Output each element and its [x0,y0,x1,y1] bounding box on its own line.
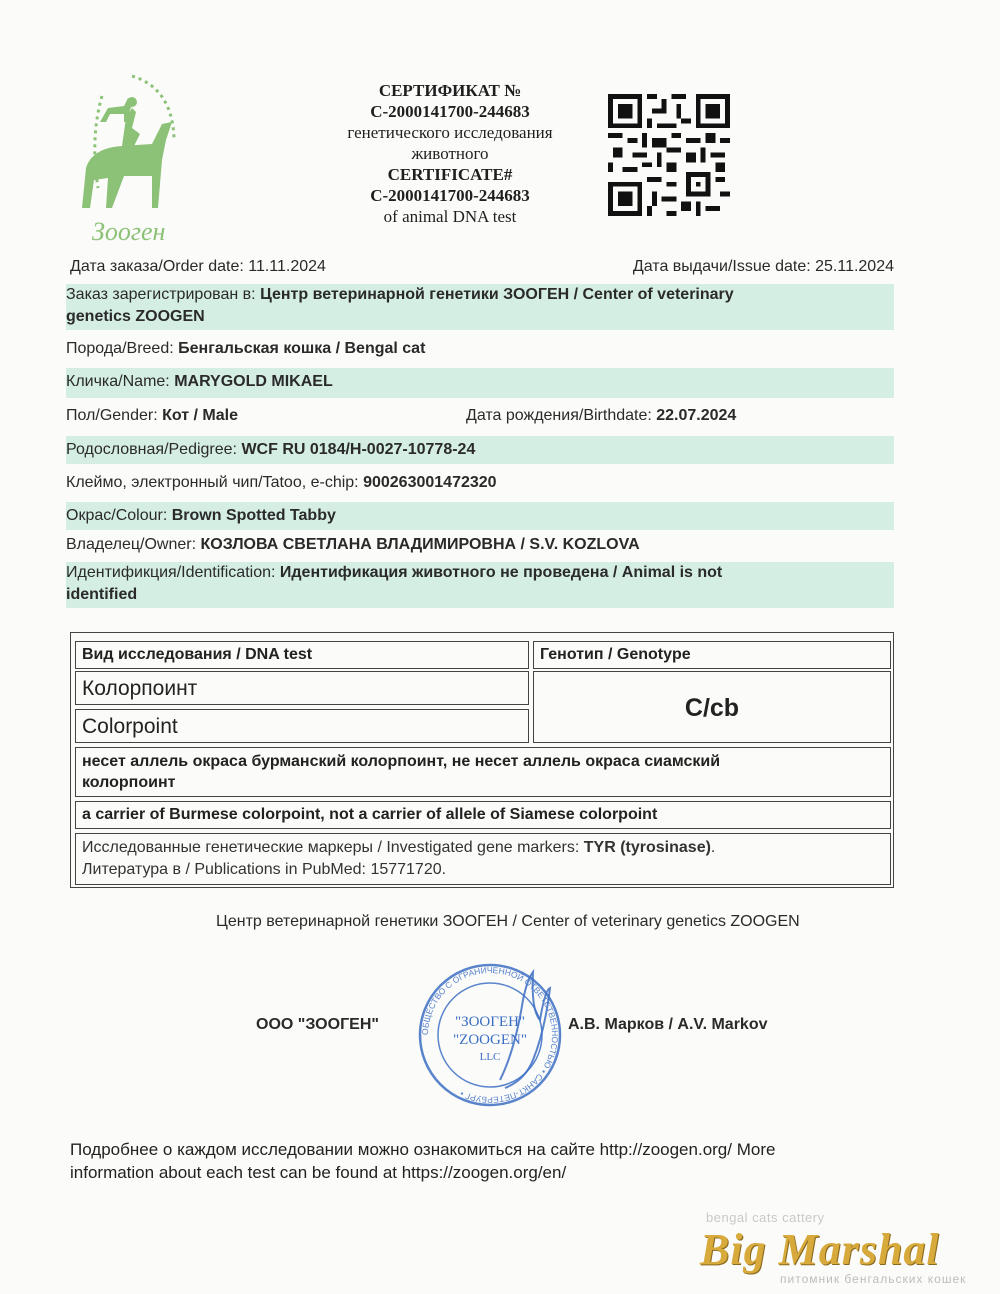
pedigree-label: Родословная/Pedigree: [66,441,237,458]
table-header-genotype: Генотип / Genotype [533,641,891,669]
stamp-line-3: LLC [479,1051,501,1063]
pedigree-row [66,436,894,464]
gender-label: Пол/Gender: [66,407,158,424]
watermark-big: Big Marshal [700,1225,940,1274]
registered-value-1: Центр ветеринарной генетики ЗООГЕН / Center of veterinary [260,286,734,303]
stamp-ring-text: ОБЩЕСТВО С ОГРАНИЧЕННОЙ ОТВЕТСТВЕННОСТЬЮ • САНКТ-ПЕТЕРБУРГ • [419,964,561,1106]
name-row [66,368,894,398]
qr-code[interactable] [608,94,730,216]
breed-value: Бенгальская кошка / Bengal cat [178,340,426,357]
owner-label: Владелец/Owner: [66,536,197,553]
stamp-line-1: "ЗООГЕН" [454,1014,526,1030]
colour-label: Окрас/Colour: [66,507,168,524]
test-name-ru: Колорпоинт [75,671,529,705]
watermark-small: bengal cats cattery [706,1210,825,1225]
colour-value: Brown Spotted Tabby [171,507,336,524]
colour-row [66,502,894,530]
owner-row [66,534,894,556]
more-info-text [70,1138,890,1184]
certificate-title [300,80,600,227]
issue-date-label: Дата выдачи/Issue date: [632,258,811,275]
birth-value: 22.07.2024 [656,407,737,424]
registered-value-2: genetics ZOOGEN [66,308,205,325]
more-info-line-2: information about each test can be found at https://zoogen.org/en/ [70,1163,567,1182]
dna-test-table [70,632,894,888]
more-info-line-1: Подробнее о каждом исследовании можно ознакомиться на сайте http://zoogen.org/ More [70,1140,776,1159]
subtitle-en: of animal DNA test [383,207,517,226]
logo-text: Зооген [92,217,166,246]
identification-value-1: Идентификация животного не проведена / Animal is not [279,564,723,581]
identification-value-2: identified [66,586,138,603]
chip-value: 900263001472320 [363,474,497,491]
subtitle-ru-2: животного [411,144,489,163]
chip-label: Клеймо, электронный чип/Tatoo, e-chip: [66,474,359,491]
birth-label: Дата рождения/Birthdate: [466,407,652,424]
order-date-label: Дата заказа/Order date: [70,258,244,275]
markers-suffix: . [710,839,716,856]
subtitle-ru-1: генетического исследования [347,123,553,142]
zoogen-logo [62,68,192,248]
name-value: MARYGOLD MIKAEL [174,373,333,390]
result-en: a carrier of Burmese colorpoint, not a carrier of allele of Siamese colorpoint [75,801,891,829]
signer-name: А.В. Марков / A.V. Markov [568,1016,768,1033]
official-stamp [405,960,575,1110]
table-header-test: Вид исследования / DNA test [75,641,529,669]
markers-prefix: Исследованные генетические маркеры / Investigated gene markers: [82,839,580,856]
result-ru [75,747,891,797]
gender-row [66,405,894,427]
publications: Литература в / Publications in PubMed: 15771720. [82,861,447,878]
registered-row [66,284,894,330]
breed-row [66,338,894,360]
result-ru-line-1: несет аллель окраса бурманский колорпоинт, не несет аллель окраса сиамский [82,753,721,770]
dates-row [70,256,894,278]
title-en: CERTIFICATE# [387,165,513,184]
cert-number-ru: C-2000141700-244683 [370,102,530,121]
cert-number-en: C-2000141700-244683 [370,186,530,205]
owner-value: КОЗЛОВА СВЕТЛАНА ВЛАДИМИРОВНА / S.V. KOZLOVA [200,536,640,553]
title-ru: СЕРТИФИКАТ № [378,81,522,100]
footer-center-name: Центр ветеринарной генетики ЗООГЕН / Center of veterinary genetics ZOOGEN [216,913,800,930]
identification-label: Идентификция/Identification: [66,564,276,581]
pedigree-value: WCF RU 0184/H-0027-10778-24 [241,441,476,458]
genotype-value: C/cb [533,671,891,743]
organization-name: ООО "ЗООГЕН" [256,1016,379,1033]
result-ru-line-2: колорпоинт [82,774,176,791]
markers-cell [75,833,891,885]
order-date-value: 11.11.2024 [248,258,326,275]
gender-value: Кот / Male [162,407,238,424]
chip-row [66,472,894,494]
registered-label: Заказ зарегистрирован в: [66,286,256,303]
markers-value: TYR (tyrosinase) [583,839,711,856]
test-name-en: Colorpoint [75,709,529,743]
stamp-line-2: "ZOOGEN" [453,1032,527,1048]
identification-row [66,562,894,608]
issue-date-value: 25.11.2024 [815,258,894,275]
breed-label: Порода/Breed: [66,340,174,357]
watermark-sub: питомник бенгальских кошек [780,1272,967,1286]
name-label: Кличка/Name: [66,373,170,390]
